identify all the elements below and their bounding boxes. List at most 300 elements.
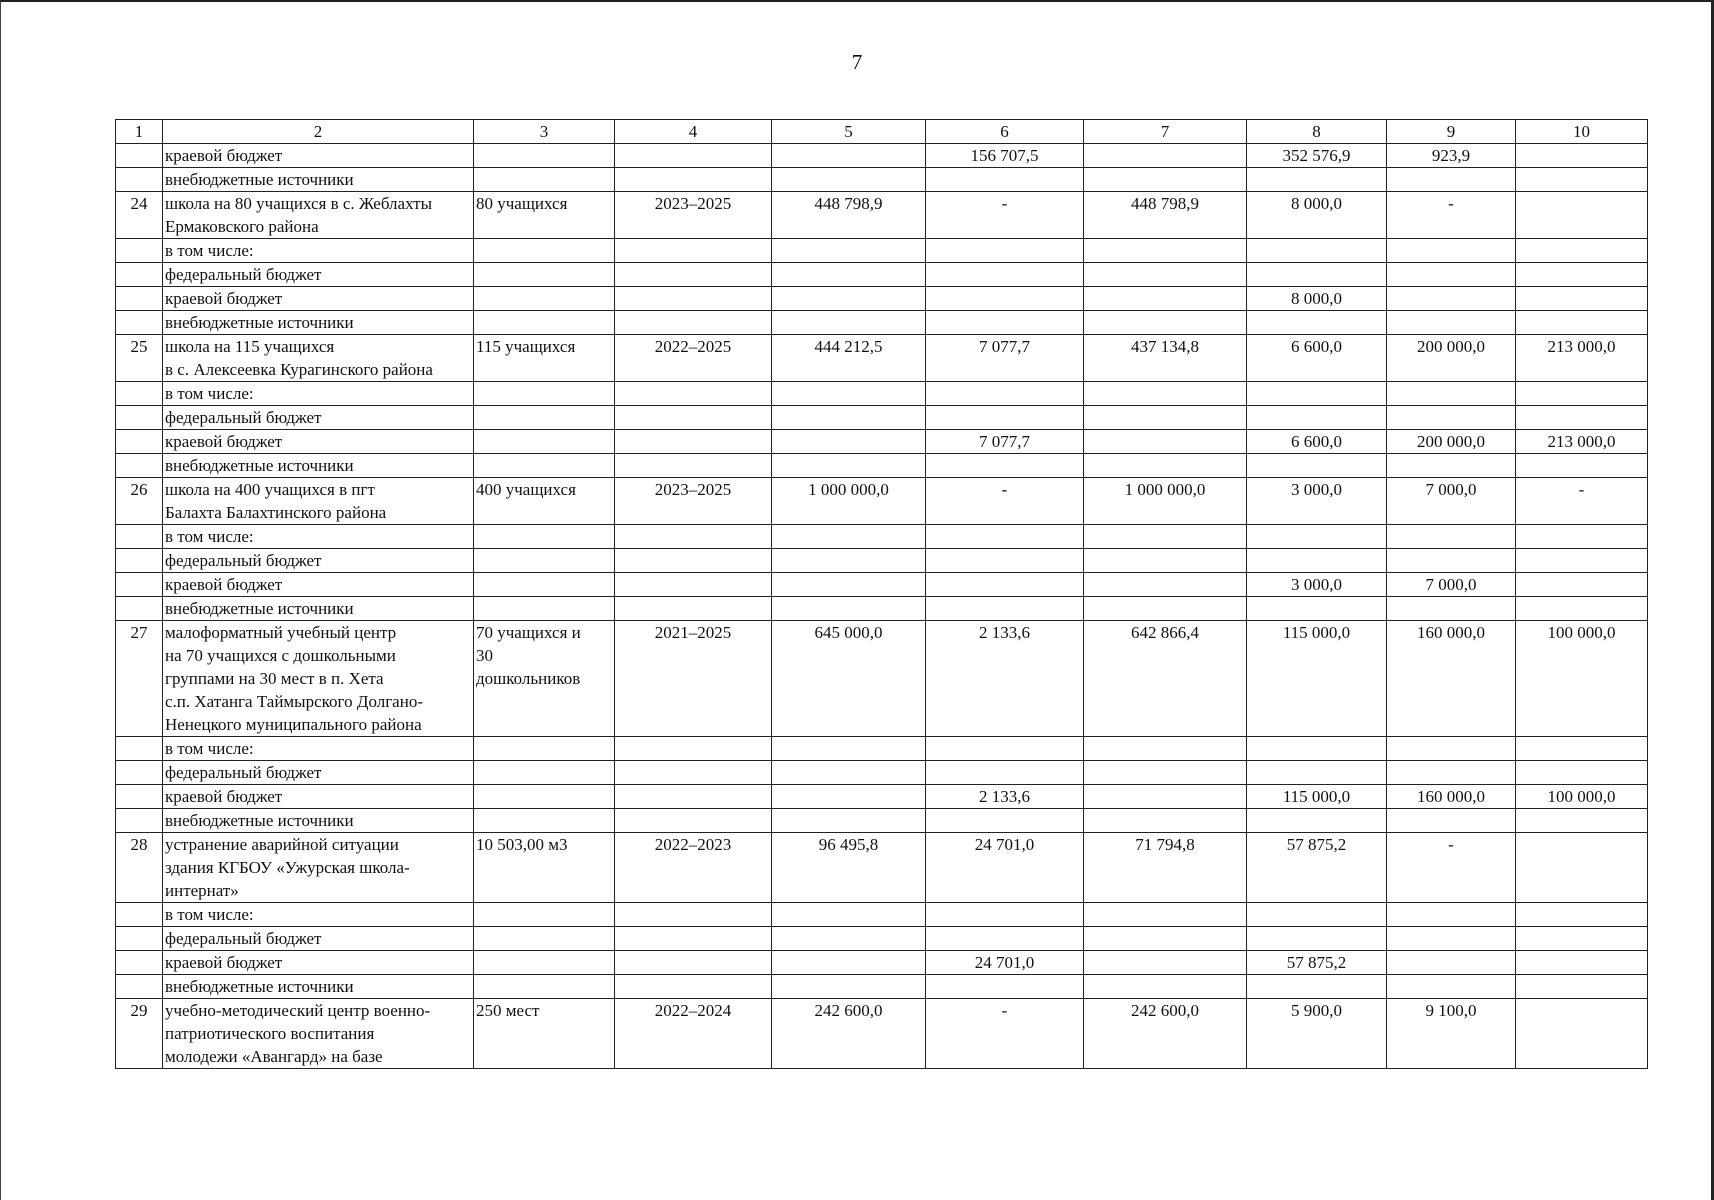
cost-col6-cell: 156 707,5 <box>926 144 1084 168</box>
cost-col9-cell <box>1387 406 1516 430</box>
cost-col8-cell <box>1247 975 1387 999</box>
cost-col9-cell: 7 000,0 <box>1387 573 1516 597</box>
capacity-cell <box>474 927 615 951</box>
header-cell: 5 <box>772 120 926 144</box>
row-number-cell <box>116 454 163 478</box>
cost-col10-cell <box>1516 975 1648 999</box>
capacity-cell <box>474 382 615 406</box>
total-cost-cell <box>772 903 926 927</box>
capacity-cell <box>474 144 615 168</box>
table-row <box>116 833 1648 903</box>
period-cell <box>615 785 772 809</box>
table-row <box>116 144 1648 168</box>
item-name-cell: федеральный бюджет <box>163 927 474 951</box>
budget-table <box>115 119 1648 1069</box>
table-row <box>116 525 1648 549</box>
table-row <box>116 263 1648 287</box>
row-number-cell <box>116 406 163 430</box>
row-number-cell <box>116 239 163 263</box>
cost-col10-cell <box>1516 168 1648 192</box>
capacity-cell: 115 учащихся <box>474 335 615 382</box>
cost-col8-cell: 8 000,0 <box>1247 287 1387 311</box>
cost-col8-cell: 57 875,2 <box>1247 951 1387 975</box>
cost-col6-cell <box>926 761 1084 785</box>
cost-col6-cell <box>926 927 1084 951</box>
period-cell: 2023–2025 <box>615 478 772 525</box>
item-name-cell: в том числе: <box>163 903 474 927</box>
item-name-cell: школа на 80 учащихся в с. Жеблахты Ермаковского района <box>163 192 474 239</box>
period-cell <box>615 525 772 549</box>
period-cell <box>615 951 772 975</box>
item-name-cell: федеральный бюджет <box>163 549 474 573</box>
cost-col8-cell <box>1247 525 1387 549</box>
period-cell <box>615 239 772 263</box>
row-number-cell <box>116 168 163 192</box>
row-number-cell <box>116 263 163 287</box>
total-cost-cell <box>772 737 926 761</box>
cost-col6-cell: 2 133,6 <box>926 785 1084 809</box>
item-name-cell: краевой бюджет <box>163 430 474 454</box>
cost-col7-cell <box>1084 951 1247 975</box>
total-cost-cell <box>772 311 926 335</box>
total-cost-cell <box>772 809 926 833</box>
capacity-cell <box>474 430 615 454</box>
total-cost-cell: 1 000 000,0 <box>772 478 926 525</box>
table-row <box>116 549 1648 573</box>
row-number-cell <box>116 525 163 549</box>
cost-col8-cell: 115 000,0 <box>1247 621 1387 737</box>
period-cell <box>615 761 772 785</box>
cost-col9-cell <box>1387 239 1516 263</box>
cost-col6-cell <box>926 975 1084 999</box>
period-cell <box>615 430 772 454</box>
row-number-cell <box>116 287 163 311</box>
cost-col6-cell <box>926 454 1084 478</box>
cost-col8-cell <box>1247 809 1387 833</box>
cost-col10-cell <box>1516 597 1648 621</box>
cost-col6-cell <box>926 573 1084 597</box>
cost-col6-cell <box>926 311 1084 335</box>
total-cost-cell: 448 798,9 <box>772 192 926 239</box>
cost-col10-cell <box>1516 927 1648 951</box>
cost-col10-cell <box>1516 809 1648 833</box>
cost-col10-cell: 213 000,0 <box>1516 335 1648 382</box>
total-cost-cell <box>772 785 926 809</box>
row-number-cell: 24 <box>116 192 163 239</box>
table-row <box>116 785 1648 809</box>
period-cell <box>615 382 772 406</box>
cost-col7-cell <box>1084 573 1247 597</box>
cost-col7-cell <box>1084 761 1247 785</box>
capacity-cell <box>474 287 615 311</box>
total-cost-cell <box>772 263 926 287</box>
header-cell: 9 <box>1387 120 1516 144</box>
capacity-cell <box>474 406 615 430</box>
row-number-cell <box>116 311 163 335</box>
item-name-cell: федеральный бюджет <box>163 761 474 785</box>
capacity-cell <box>474 975 615 999</box>
cost-col8-cell: 5 900,0 <box>1247 999 1387 1069</box>
cost-col8-cell <box>1247 239 1387 263</box>
cost-col6-cell: - <box>926 192 1084 239</box>
table-row <box>116 903 1648 927</box>
period-cell <box>615 287 772 311</box>
capacity-cell: 400 учащихся <box>474 478 615 525</box>
item-name-cell: краевой бюджет <box>163 144 474 168</box>
cost-col9-cell <box>1387 809 1516 833</box>
table-row <box>116 478 1648 525</box>
cost-col8-cell: 57 875,2 <box>1247 833 1387 903</box>
item-name-cell: краевой бюджет <box>163 951 474 975</box>
cost-col9-cell <box>1387 263 1516 287</box>
cost-col9-cell <box>1387 525 1516 549</box>
cost-col8-cell <box>1247 761 1387 785</box>
total-cost-cell <box>772 597 926 621</box>
cost-col8-cell: 115 000,0 <box>1247 785 1387 809</box>
row-number-cell <box>116 761 163 785</box>
cost-col7-cell <box>1084 597 1247 621</box>
item-name-cell: в том числе: <box>163 525 474 549</box>
item-name-cell: федеральный бюджет <box>163 406 474 430</box>
capacity-cell <box>474 263 615 287</box>
row-number-cell <box>116 597 163 621</box>
cost-col9-cell <box>1387 382 1516 406</box>
capacity-cell <box>474 737 615 761</box>
cost-col7-cell <box>1084 406 1247 430</box>
cost-col7-cell <box>1084 263 1247 287</box>
item-name-cell: внебюджетные источники <box>163 975 474 999</box>
cost-col10-cell <box>1516 406 1648 430</box>
cost-col10-cell <box>1516 951 1648 975</box>
cost-col8-cell: 6 600,0 <box>1247 335 1387 382</box>
cost-col7-cell <box>1084 382 1247 406</box>
cost-col6-cell <box>926 406 1084 430</box>
cost-col8-cell <box>1247 927 1387 951</box>
table-row <box>116 311 1648 335</box>
period-cell <box>615 975 772 999</box>
cost-col8-cell <box>1247 903 1387 927</box>
cost-col7-cell <box>1084 525 1247 549</box>
header-cell: 3 <box>474 120 615 144</box>
cost-col7-cell <box>1084 430 1247 454</box>
total-cost-cell <box>772 382 926 406</box>
item-name-cell: краевой бюджет <box>163 785 474 809</box>
period-cell <box>615 144 772 168</box>
cost-col9-cell <box>1387 287 1516 311</box>
cost-col8-cell: 3 000,0 <box>1247 478 1387 525</box>
period-cell <box>615 168 772 192</box>
cost-col10-cell <box>1516 239 1648 263</box>
cost-col9-cell: 160 000,0 <box>1387 621 1516 737</box>
cost-col8-cell <box>1247 549 1387 573</box>
cost-col10-cell <box>1516 192 1648 239</box>
item-name-cell: федеральный бюджет <box>163 263 474 287</box>
total-cost-cell <box>772 573 926 597</box>
cost-col6-cell <box>926 263 1084 287</box>
item-name-cell: внебюджетные источники <box>163 311 474 335</box>
cost-col7-cell: 437 134,8 <box>1084 335 1247 382</box>
cost-col9-cell <box>1387 737 1516 761</box>
total-cost-cell <box>772 144 926 168</box>
period-cell: 2023–2025 <box>615 192 772 239</box>
total-cost-cell <box>772 287 926 311</box>
cost-col7-cell <box>1084 927 1247 951</box>
capacity-cell: 80 учащихся <box>474 192 615 239</box>
cost-col7-cell: 448 798,9 <box>1084 192 1247 239</box>
cost-col6-cell <box>926 168 1084 192</box>
cost-col7-cell <box>1084 311 1247 335</box>
cost-col6-cell <box>926 903 1084 927</box>
table-row <box>116 975 1648 999</box>
total-cost-cell <box>772 525 926 549</box>
item-name-cell: краевой бюджет <box>163 573 474 597</box>
cost-col8-cell <box>1247 382 1387 406</box>
cost-col7-cell <box>1084 549 1247 573</box>
cost-col8-cell <box>1247 311 1387 335</box>
cost-col10-cell <box>1516 311 1648 335</box>
cost-col10-cell <box>1516 382 1648 406</box>
cost-col9-cell: - <box>1387 833 1516 903</box>
cost-col8-cell <box>1247 168 1387 192</box>
total-cost-cell <box>772 454 926 478</box>
row-number-cell <box>116 549 163 573</box>
total-cost-cell <box>772 975 926 999</box>
period-cell <box>615 597 772 621</box>
item-name-cell: школа на 115 учащихся в с. Алексеевка Курагинского района <box>163 335 474 382</box>
total-cost-cell: 645 000,0 <box>772 621 926 737</box>
capacity-cell <box>474 573 615 597</box>
table-row <box>116 287 1648 311</box>
cost-col10-cell <box>1516 525 1648 549</box>
row-number-cell: 29 <box>116 999 163 1069</box>
item-name-cell: в том числе: <box>163 239 474 263</box>
cost-col6-cell <box>926 287 1084 311</box>
cost-col6-cell <box>926 382 1084 406</box>
table-row <box>116 951 1648 975</box>
period-cell: 2022–2023 <box>615 833 772 903</box>
item-name-cell: внебюджетные источники <box>163 168 474 192</box>
cost-col7-cell <box>1084 737 1247 761</box>
header-cell: 2 <box>163 120 474 144</box>
cost-col9-cell: 200 000,0 <box>1387 335 1516 382</box>
capacity-cell <box>474 785 615 809</box>
cost-col7-cell <box>1084 454 1247 478</box>
capacity-cell <box>474 597 615 621</box>
table-row <box>116 737 1648 761</box>
cost-col8-cell <box>1247 263 1387 287</box>
cost-col9-cell <box>1387 168 1516 192</box>
cost-col6-cell: - <box>926 478 1084 525</box>
table-row <box>116 406 1648 430</box>
cost-col8-cell: 3 000,0 <box>1247 573 1387 597</box>
total-cost-cell <box>772 549 926 573</box>
header-cell: 4 <box>615 120 772 144</box>
row-number-cell <box>116 809 163 833</box>
cost-col10-cell <box>1516 761 1648 785</box>
table-row <box>116 597 1648 621</box>
cost-col7-cell <box>1084 903 1247 927</box>
cost-col6-cell: 24 701,0 <box>926 951 1084 975</box>
table-row <box>116 192 1648 239</box>
total-cost-cell <box>772 951 926 975</box>
period-cell: 2022–2024 <box>615 999 772 1069</box>
cost-col10-cell: - <box>1516 478 1648 525</box>
total-cost-cell <box>772 168 926 192</box>
header-cell: 1 <box>116 120 163 144</box>
total-cost-cell <box>772 430 926 454</box>
row-number-cell <box>116 785 163 809</box>
cost-col10-cell <box>1516 287 1648 311</box>
header-row <box>116 120 1648 144</box>
cost-col6-cell <box>926 525 1084 549</box>
total-cost-cell <box>772 239 926 263</box>
cost-col7-cell <box>1084 287 1247 311</box>
cost-col10-cell: 213 000,0 <box>1516 430 1648 454</box>
cost-col7-cell <box>1084 975 1247 999</box>
period-cell <box>615 737 772 761</box>
cost-col10-cell <box>1516 263 1648 287</box>
row-number-cell: 26 <box>116 478 163 525</box>
cost-col9-cell: 923,9 <box>1387 144 1516 168</box>
row-number-cell: 25 <box>116 335 163 382</box>
capacity-cell <box>474 454 615 478</box>
row-number-cell <box>116 430 163 454</box>
total-cost-cell <box>772 761 926 785</box>
cost-col9-cell <box>1387 903 1516 927</box>
cost-col8-cell: 352 576,9 <box>1247 144 1387 168</box>
cost-col9-cell <box>1387 975 1516 999</box>
item-name-cell: школа на 400 учащихся в пгт Балахта Балахтинского района <box>163 478 474 525</box>
table-row <box>116 809 1648 833</box>
cost-col8-cell <box>1247 597 1387 621</box>
cost-col9-cell <box>1387 597 1516 621</box>
cost-col9-cell <box>1387 951 1516 975</box>
cost-col9-cell: 7 000,0 <box>1387 478 1516 525</box>
cost-col7-cell <box>1084 168 1247 192</box>
item-name-cell: внебюджетные источники <box>163 454 474 478</box>
cost-col9-cell <box>1387 927 1516 951</box>
cost-col6-cell <box>926 737 1084 761</box>
header-cell: 10 <box>1516 120 1648 144</box>
period-cell <box>615 311 772 335</box>
cost-col10-cell <box>1516 833 1648 903</box>
capacity-cell <box>474 239 615 263</box>
cost-col7-cell: 71 794,8 <box>1084 833 1247 903</box>
total-cost-cell <box>772 406 926 430</box>
period-cell: 2022–2025 <box>615 335 772 382</box>
cost-col9-cell <box>1387 549 1516 573</box>
capacity-cell <box>474 311 615 335</box>
cost-col10-cell <box>1516 903 1648 927</box>
period-cell <box>615 573 772 597</box>
total-cost-cell: 444 212,5 <box>772 335 926 382</box>
capacity-cell <box>474 903 615 927</box>
item-name-cell: устранение аварийной ситуации здания КГБОУ «Ужурская школа- интернат» <box>163 833 474 903</box>
cost-col9-cell <box>1387 761 1516 785</box>
page-number: 7 <box>851 50 863 74</box>
capacity-cell <box>474 525 615 549</box>
cost-col8-cell: 8 000,0 <box>1247 192 1387 239</box>
cost-col6-cell: - <box>926 999 1084 1069</box>
cost-col7-cell <box>1084 785 1247 809</box>
cost-col9-cell: - <box>1387 192 1516 239</box>
cost-col6-cell <box>926 809 1084 833</box>
row-number-cell <box>116 737 163 761</box>
capacity-cell <box>474 809 615 833</box>
total-cost-cell: 96 495,8 <box>772 833 926 903</box>
capacity-cell <box>474 168 615 192</box>
table-row <box>116 454 1648 478</box>
cost-col6-cell <box>926 597 1084 621</box>
table-row <box>116 573 1648 597</box>
cost-col6-cell: 7 077,7 <box>926 430 1084 454</box>
row-number-cell <box>116 927 163 951</box>
period-cell <box>615 263 772 287</box>
period-cell <box>615 903 772 927</box>
cost-col6-cell: 7 077,7 <box>926 335 1084 382</box>
item-name-cell: краевой бюджет <box>163 287 474 311</box>
capacity-cell <box>474 951 615 975</box>
table-row <box>116 927 1648 951</box>
total-cost-cell <box>772 927 926 951</box>
cost-col7-cell: 242 600,0 <box>1084 999 1247 1069</box>
capacity-cell: 250 мест <box>474 999 615 1069</box>
capacity-cell <box>474 549 615 573</box>
cost-col7-cell: 1 000 000,0 <box>1084 478 1247 525</box>
row-number-cell <box>116 382 163 406</box>
cost-col6-cell: 24 701,0 <box>926 833 1084 903</box>
cost-col7-cell <box>1084 144 1247 168</box>
header-cell: 7 <box>1084 120 1247 144</box>
period-cell <box>615 549 772 573</box>
item-name-cell: в том числе: <box>163 382 474 406</box>
cost-col9-cell <box>1387 454 1516 478</box>
cost-col6-cell <box>926 549 1084 573</box>
capacity-cell: 70 учащихся и 30 дошкольников <box>474 621 615 737</box>
cost-col9-cell: 160 000,0 <box>1387 785 1516 809</box>
cost-col9-cell: 200 000,0 <box>1387 430 1516 454</box>
cost-col8-cell: 6 600,0 <box>1247 430 1387 454</box>
cost-col10-cell <box>1516 144 1648 168</box>
header-cell: 8 <box>1247 120 1387 144</box>
cost-col8-cell <box>1247 406 1387 430</box>
cost-col10-cell: 100 000,0 <box>1516 621 1648 737</box>
table-row <box>116 382 1648 406</box>
cost-col6-cell: 2 133,6 <box>926 621 1084 737</box>
cost-col7-cell <box>1084 239 1247 263</box>
cost-col10-cell <box>1516 454 1648 478</box>
header-cell: 6 <box>926 120 1084 144</box>
table-row <box>116 239 1648 263</box>
cost-col10-cell: 100 000,0 <box>1516 785 1648 809</box>
cost-col10-cell <box>1516 549 1648 573</box>
cost-col6-cell <box>926 239 1084 263</box>
capacity-cell: 10 503,00 м3 <box>474 833 615 903</box>
item-name-cell: внебюджетные источники <box>163 809 474 833</box>
item-name-cell: внебюджетные источники <box>163 597 474 621</box>
item-name-cell: в том числе: <box>163 737 474 761</box>
cost-col8-cell <box>1247 454 1387 478</box>
total-cost-cell: 242 600,0 <box>772 999 926 1069</box>
table-row <box>116 999 1648 1069</box>
table-row <box>116 761 1648 785</box>
cost-col7-cell: 642 866,4 <box>1084 621 1247 737</box>
cost-col8-cell <box>1247 737 1387 761</box>
row-number-cell <box>116 573 163 597</box>
row-number-cell: 27 <box>116 621 163 737</box>
table-row <box>116 168 1648 192</box>
period-cell: 2021–2025 <box>615 621 772 737</box>
